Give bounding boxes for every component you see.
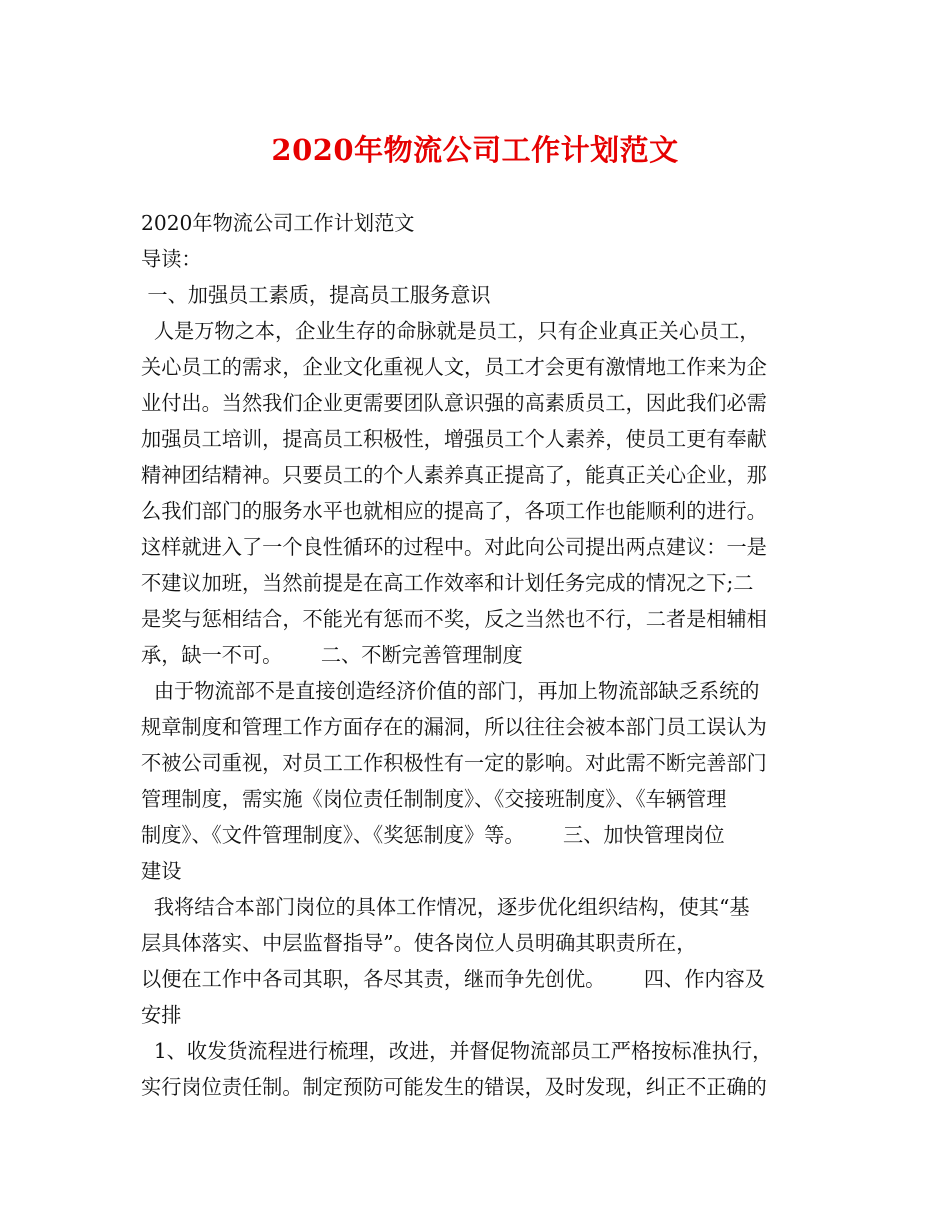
body-line: 规章制度和管理工作方面存在的漏洞，所以往往会被本部门员工误认为 [141,715,767,739]
body-line: 不建议加班，当然前提是在高工作效率和计划任务完成的情况之下;二 [141,571,754,595]
body-line: 由于物流部不是直接创造经济价值的部门，再加上物流部缺乏系统的 [141,679,760,703]
body-line: 实行岗位责任制。制定预防可能发生的错误，及时发现，纠正不正确的 [141,1075,767,1099]
body-line: 关心员工的需求，企业文化重视人文，员工才会更有激情地工作来为企 [141,355,767,379]
body-line: 是奖与惩相结合，不能光有惩而不奖，反之当然也不行，二者是相辅相 [141,607,767,631]
body-line: 承，缺一不可。 二、不断完善管理制度 [141,643,523,667]
body-line: 建设 [141,859,182,883]
document-title: 2020年物流公司工作计划范文 [271,133,679,167]
body-line: 层具体落实、中层监督指导”。使各岗位人员明确其职责所在， [141,931,697,955]
body-line: 这样就进入了一个良性循环的过程中。对此向公司提出两点建议：一是 [141,535,767,559]
body-line: 么我们部门的服务水平也就相应的提高了，各项工作也能顺利的进行。 [141,499,767,523]
body-line: 导读： [141,247,202,271]
body-line: 加强员工培训，提高员工积极性，增强员工个人素养，使员工更有奉献 [141,427,767,451]
body-line: 业付出。当然我们企业更需要团队意识强的高素质员工，因此我们必需 [141,391,767,415]
body-line: 人是万物之本，企业生存的命脉就是员工，只有企业真正关心员工， [141,319,760,343]
body-line: 以便在工作中各司其职，各尽其责，继而争先创优。 四、作内容及 [141,967,765,991]
body-line: 1、收发货流程进行梳理，改进，并督促物流部员工严格按标准执行， [141,1039,773,1063]
body-line: 我将结合本部门岗位的具体工作情况，逐步优化组织结构，使其“基 [141,895,750,919]
body-line: 制度》、《文件管理制度》、《奖惩制度》等。 三、加快管理岗位 [141,823,725,847]
body-line: 不被公司重视，对员工工作积极性有一定的影响。对此需不断完善部门 [141,751,767,775]
body-line: 精神团结精神。只要员工的个人素养真正提高了，能真正关心企业，那 [141,463,767,487]
body-line: 安排 [141,1003,182,1027]
body-line: 2020年物流公司工作计划范文 [141,211,415,235]
body-line: 管理制度，需实施《岗位责任制制度》、《交接班制度》、《车辆管理 [141,787,727,811]
body-line: 一、加强员工素质，提高员工服务意识 [141,283,491,307]
